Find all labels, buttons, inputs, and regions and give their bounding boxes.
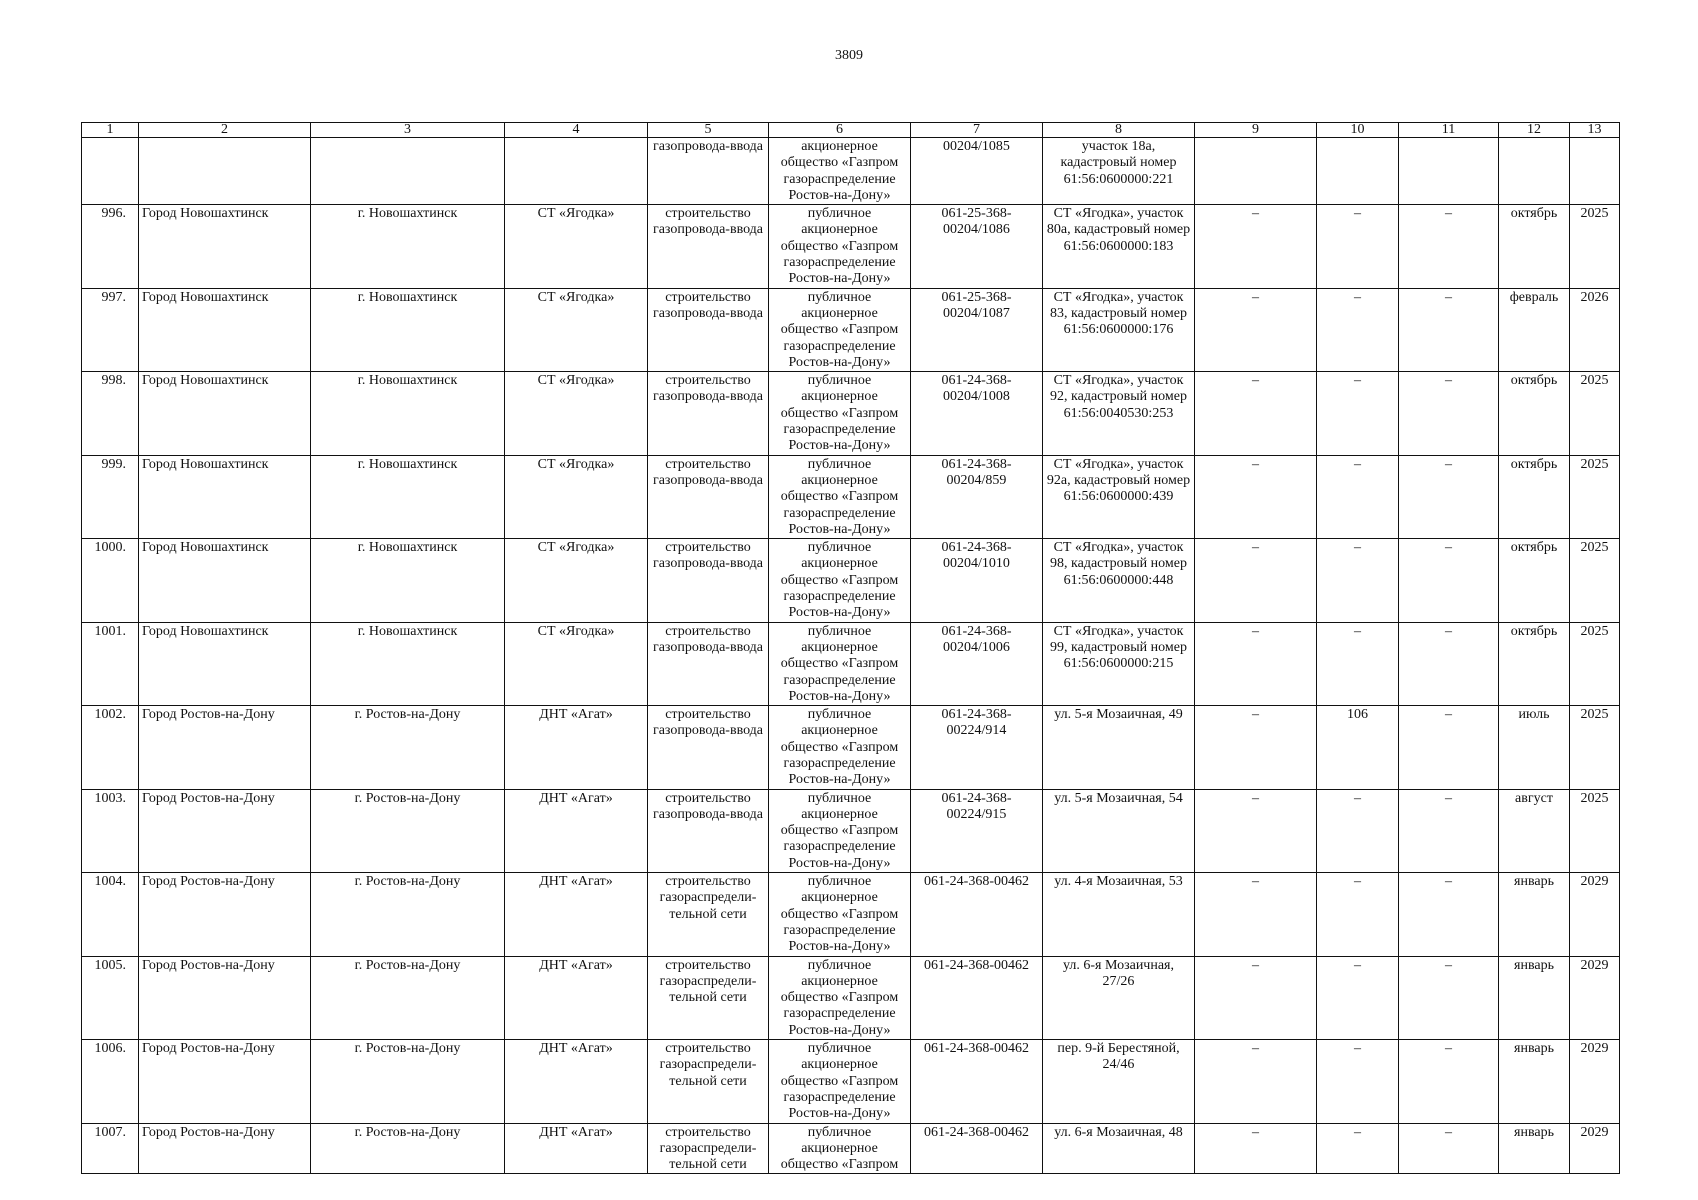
table-row xyxy=(82,706,1620,789)
column-10-cell xyxy=(1317,138,1399,205)
request-code-cell: 061-24-368-00224/914 xyxy=(911,706,1043,789)
organization-cell: публичное акционерное общество «Газпром газораспределение Ростов-на-Дону» xyxy=(769,288,911,371)
column-11-cell: – xyxy=(1399,1040,1499,1123)
organization-cell: акционерное общество «Газпром газораспределение Ростов-на-Дону» xyxy=(769,138,911,205)
row-number-cell: 996. xyxy=(82,205,139,288)
month-cell: октябрь xyxy=(1499,205,1570,288)
locality-cell: г. Ростов-на-Дону xyxy=(311,1123,505,1174)
organization-cell: публичное акционерное общество «Газпром xyxy=(769,1123,911,1174)
column-number: 5 xyxy=(648,123,769,138)
locality-cell: г. Ростов-на-Дону xyxy=(311,873,505,956)
month-cell xyxy=(1499,138,1570,205)
object-cell: ДНТ «Агат» xyxy=(505,1123,648,1174)
column-10-cell: – xyxy=(1317,1123,1399,1174)
locality-cell: г. Ростов-на-Дону xyxy=(311,956,505,1039)
year-cell: 2029 xyxy=(1570,1040,1620,1123)
row-number-cell: 999. xyxy=(82,455,139,538)
locality-cell: г. Новошахтинск xyxy=(311,372,505,455)
organization-cell: публичное акционерное общество «Газпром газораспределение Ростов-на-Дону» xyxy=(769,1040,911,1123)
column-10-cell: – xyxy=(1317,789,1399,872)
month-cell: январь xyxy=(1499,956,1570,1039)
column-11-cell: – xyxy=(1399,1123,1499,1174)
register-body xyxy=(82,138,1620,1174)
organization-cell: публичное акционерное общество «Газпром газораспределение Ростов-на-Дону» xyxy=(769,372,911,455)
column-9-cell: – xyxy=(1195,956,1317,1039)
row-number-cell: 997. xyxy=(82,288,139,371)
column-9-cell xyxy=(1195,138,1317,205)
table-row xyxy=(82,789,1620,872)
organization-cell: публичное акционерное общество «Газпром газораспределение Ростов-на-Дону» xyxy=(769,789,911,872)
column-number: 9 xyxy=(1195,123,1317,138)
table-row xyxy=(82,455,1620,538)
municipality-cell: Город Ростов-на-Дону xyxy=(139,1040,311,1123)
column-11-cell: – xyxy=(1399,372,1499,455)
locality-cell xyxy=(311,138,505,205)
locality-cell: г. Ростов-на-Дону xyxy=(311,1040,505,1123)
address-cell: СТ «Ягодка», участок 83, кадастровый номер 61:56:0600000:176 xyxy=(1043,288,1195,371)
work-type-cell: строительство газопровода-ввода xyxy=(648,539,769,622)
object-cell xyxy=(505,138,648,205)
month-cell: октябрь xyxy=(1499,455,1570,538)
column-11-cell: – xyxy=(1399,789,1499,872)
address-cell: СТ «Ягодка», участок 99, кадастровый номер 61:56:0600000:215 xyxy=(1043,622,1195,705)
column-10-cell: – xyxy=(1317,288,1399,371)
year-cell: 2026 xyxy=(1570,288,1620,371)
column-11-cell: – xyxy=(1399,622,1499,705)
locality-cell: г. Новошахтинск xyxy=(311,539,505,622)
column-10-cell: – xyxy=(1317,956,1399,1039)
year-cell: 2025 xyxy=(1570,622,1620,705)
work-type-cell: строительство газопровода-ввода xyxy=(648,789,769,872)
column-9-cell: – xyxy=(1195,205,1317,288)
month-cell: январь xyxy=(1499,1040,1570,1123)
year-cell: 2025 xyxy=(1570,455,1620,538)
row-number-cell: 998. xyxy=(82,372,139,455)
year-cell: 2029 xyxy=(1570,1123,1620,1174)
work-type-cell: строительство газопровода-ввода xyxy=(648,455,769,538)
column-9-cell: – xyxy=(1195,622,1317,705)
municipality-cell: Город Ростов-на-Дону xyxy=(139,789,311,872)
work-type-cell: газопровода-ввода xyxy=(648,138,769,205)
year-cell xyxy=(1570,138,1620,205)
request-code-cell: 061-24-368-00224/915 xyxy=(911,789,1043,872)
object-cell: ДНТ «Агат» xyxy=(505,706,648,789)
address-cell: пер. 9-й Берестяной, 24/46 xyxy=(1043,1040,1195,1123)
column-9-cell: – xyxy=(1195,539,1317,622)
column-10-cell: 106 xyxy=(1317,706,1399,789)
column-number: 10 xyxy=(1317,123,1399,138)
object-cell: СТ «Ягодка» xyxy=(505,622,648,705)
work-type-cell: строительство газопровода-ввода xyxy=(648,706,769,789)
address-cell: ул. 5-я Мозаичная, 54 xyxy=(1043,789,1195,872)
table-row xyxy=(82,1040,1620,1123)
column-11-cell: – xyxy=(1399,539,1499,622)
request-code-cell: 061-24-368-00204/1010 xyxy=(911,539,1043,622)
column-11-cell xyxy=(1399,138,1499,205)
work-type-cell: строительство газораспредели-тельной сети xyxy=(648,956,769,1039)
column-11-cell: – xyxy=(1399,706,1499,789)
table-row xyxy=(82,873,1620,956)
request-code-cell: 061-24-368-00462 xyxy=(911,1040,1043,1123)
column-11-cell: – xyxy=(1399,873,1499,956)
address-cell: СТ «Ягодка», участок 80а, кадастровый номер 61:56:0600000:183 xyxy=(1043,205,1195,288)
year-cell: 2025 xyxy=(1570,372,1620,455)
work-type-cell: строительство газопровода-ввода xyxy=(648,372,769,455)
locality-cell: г. Ростов-на-Дону xyxy=(311,789,505,872)
work-type-cell: строительство газораспредели-тельной сети xyxy=(648,1040,769,1123)
column-9-cell: – xyxy=(1195,372,1317,455)
municipality-cell: Город Ростов-на-Дону xyxy=(139,873,311,956)
locality-cell: г. Новошахтинск xyxy=(311,205,505,288)
address-cell: участок 18а, кадастровый номер 61:56:0600000:221 xyxy=(1043,138,1195,205)
municipality-cell: Город Ростов-на-Дону xyxy=(139,956,311,1039)
row-number-cell: 1005. xyxy=(82,956,139,1039)
column-10-cell: – xyxy=(1317,1040,1399,1123)
request-code-cell: 061-24-368-00462 xyxy=(911,873,1043,956)
work-type-cell: строительство газораспредели-тельной сети xyxy=(648,1123,769,1174)
row-number-cell xyxy=(82,138,139,205)
locality-cell: г. Ростов-на-Дону xyxy=(311,706,505,789)
municipality-cell: Город Новошахтинск xyxy=(139,455,311,538)
request-code-cell: 061-24-368-00462 xyxy=(911,1123,1043,1174)
object-cell: СТ «Ягодка» xyxy=(505,288,648,371)
object-cell: СТ «Ягодка» xyxy=(505,205,648,288)
municipality-cell: Город Новошахтинск xyxy=(139,539,311,622)
year-cell: 2025 xyxy=(1570,205,1620,288)
column-10-cell: – xyxy=(1317,873,1399,956)
table-row xyxy=(82,288,1620,371)
month-cell: октябрь xyxy=(1499,372,1570,455)
object-cell: ДНТ «Агат» xyxy=(505,789,648,872)
municipality-cell: Город Новошахтинск xyxy=(139,622,311,705)
column-9-cell: – xyxy=(1195,873,1317,956)
address-cell: ул. 6-я Мозаичная, 27/26 xyxy=(1043,956,1195,1039)
month-cell: июль xyxy=(1499,706,1570,789)
work-type-cell: строительство газопровода-ввода xyxy=(648,622,769,705)
column-11-cell: – xyxy=(1399,455,1499,538)
address-cell: СТ «Ягодка», участок 92а, кадастровый номер 61:56:0600000:439 xyxy=(1043,455,1195,538)
request-code-cell: 061-25-368-00204/1087 xyxy=(911,288,1043,371)
municipality-cell xyxy=(139,138,311,205)
object-cell: ДНТ «Агат» xyxy=(505,956,648,1039)
column-number: 2 xyxy=(139,123,311,138)
organization-cell: публичное акционерное общество «Газпром газораспределение Ростов-на-Дону» xyxy=(769,539,911,622)
address-cell: ул. 5-я Мозаичная, 49 xyxy=(1043,706,1195,789)
organization-cell: публичное акционерное общество «Газпром газораспределение Ростов-на-Дону» xyxy=(769,205,911,288)
request-code-cell: 061-24-368-00204/1006 xyxy=(911,622,1043,705)
column-9-cell: – xyxy=(1195,1040,1317,1123)
column-9-cell: – xyxy=(1195,288,1317,371)
locality-cell: г. Новошахтинск xyxy=(311,288,505,371)
municipality-cell: Город Ростов-на-Дону xyxy=(139,706,311,789)
column-10-cell: – xyxy=(1317,372,1399,455)
column-10-cell: – xyxy=(1317,539,1399,622)
year-cell: 2029 xyxy=(1570,873,1620,956)
object-cell: СТ «Ягодка» xyxy=(505,539,648,622)
municipality-cell: Город Новошахтинск xyxy=(139,288,311,371)
address-cell: СТ «Ягодка», участок 98, кадастровый номер 61:56:0600000:448 xyxy=(1043,539,1195,622)
table-row xyxy=(82,138,1620,205)
organization-cell: публичное акционерное общество «Газпром газораспределение Ростов-на-Дону» xyxy=(769,455,911,538)
year-cell: 2029 xyxy=(1570,956,1620,1039)
column-9-cell: – xyxy=(1195,1123,1317,1174)
address-cell: ул. 4-я Мозаичная, 53 xyxy=(1043,873,1195,956)
column-9-cell: – xyxy=(1195,706,1317,789)
year-cell: 2025 xyxy=(1570,706,1620,789)
work-type-cell: строительство газораспредели-тельной сети xyxy=(648,873,769,956)
request-code-cell: 061-24-368-00204/859 xyxy=(911,455,1043,538)
month-cell: февраль xyxy=(1499,288,1570,371)
request-code-cell: 061-24-368-00204/1008 xyxy=(911,372,1043,455)
month-cell: январь xyxy=(1499,873,1570,956)
page-number: 3809 xyxy=(835,48,863,63)
column-number: 8 xyxy=(1043,123,1195,138)
year-cell: 2025 xyxy=(1570,789,1620,872)
address-cell: СТ «Ягодка», участок 92, кадастровый номер 61:56:0040530:253 xyxy=(1043,372,1195,455)
object-cell: ДНТ «Агат» xyxy=(505,873,648,956)
municipality-cell: Город Новошахтинск xyxy=(139,205,311,288)
row-number-cell: 1006. xyxy=(82,1040,139,1123)
month-cell: январь xyxy=(1499,1123,1570,1174)
object-cell: СТ «Ягодка» xyxy=(505,455,648,538)
column-11-cell: – xyxy=(1399,288,1499,371)
column-number: 4 xyxy=(505,123,648,138)
table-row xyxy=(82,205,1620,288)
column-11-cell: – xyxy=(1399,205,1499,288)
row-number-cell: 1004. xyxy=(82,873,139,956)
locality-cell: г. Новошахтинск xyxy=(311,622,505,705)
organization-cell: публичное акционерное общество «Газпром газораспределение Ростов-на-Дону» xyxy=(769,956,911,1039)
column-10-cell: – xyxy=(1317,455,1399,538)
row-number-cell: 1003. xyxy=(82,789,139,872)
column-number: 11 xyxy=(1399,123,1499,138)
column-number: 13 xyxy=(1570,123,1620,138)
address-cell: ул. 6-я Мозаичная, 48 xyxy=(1043,1123,1195,1174)
row-number-cell: 1002. xyxy=(82,706,139,789)
register-table xyxy=(81,122,1620,1174)
column-9-cell: – xyxy=(1195,789,1317,872)
column-number-row xyxy=(82,123,1620,138)
column-11-cell: – xyxy=(1399,956,1499,1039)
table-row xyxy=(82,539,1620,622)
column-9-cell: – xyxy=(1195,455,1317,538)
object-cell: ДНТ «Агат» xyxy=(505,1040,648,1123)
organization-cell: публичное акционерное общество «Газпром газораспределение Ростов-на-Дону» xyxy=(769,622,911,705)
column-number: 1 xyxy=(82,123,139,138)
row-number-cell: 1007. xyxy=(82,1123,139,1174)
month-cell: август xyxy=(1499,789,1570,872)
month-cell: октябрь xyxy=(1499,539,1570,622)
column-number: 3 xyxy=(311,123,505,138)
year-cell: 2025 xyxy=(1570,539,1620,622)
column-number: 7 xyxy=(911,123,1043,138)
request-code-cell: 061-25-368-00204/1086 xyxy=(911,205,1043,288)
table-row xyxy=(82,1123,1620,1174)
table-row xyxy=(82,372,1620,455)
request-code-cell: 061-24-368-00462 xyxy=(911,956,1043,1039)
column-number: 6 xyxy=(769,123,911,138)
municipality-cell: Город Новошахтинск xyxy=(139,372,311,455)
table-row xyxy=(82,956,1620,1039)
row-number-cell: 1001. xyxy=(82,622,139,705)
request-code-cell: 00204/1085 xyxy=(911,138,1043,205)
row-number-cell: 1000. xyxy=(82,539,139,622)
organization-cell: публичное акционерное общество «Газпром газораспределение Ростов-на-Дону» xyxy=(769,706,911,789)
month-cell: октябрь xyxy=(1499,622,1570,705)
column-10-cell: – xyxy=(1317,205,1399,288)
locality-cell: г. Новошахтинск xyxy=(311,455,505,538)
work-type-cell: строительство газопровода-ввода xyxy=(648,288,769,371)
organization-cell: публичное акционерное общество «Газпром газораспределение Ростов-на-Дону» xyxy=(769,873,911,956)
column-10-cell: – xyxy=(1317,622,1399,705)
column-number: 12 xyxy=(1499,123,1570,138)
table-row xyxy=(82,622,1620,705)
object-cell: СТ «Ягодка» xyxy=(505,372,648,455)
municipality-cell: Город Ростов-на-Дону xyxy=(139,1123,311,1174)
work-type-cell: строительство газопровода-ввода xyxy=(648,205,769,288)
